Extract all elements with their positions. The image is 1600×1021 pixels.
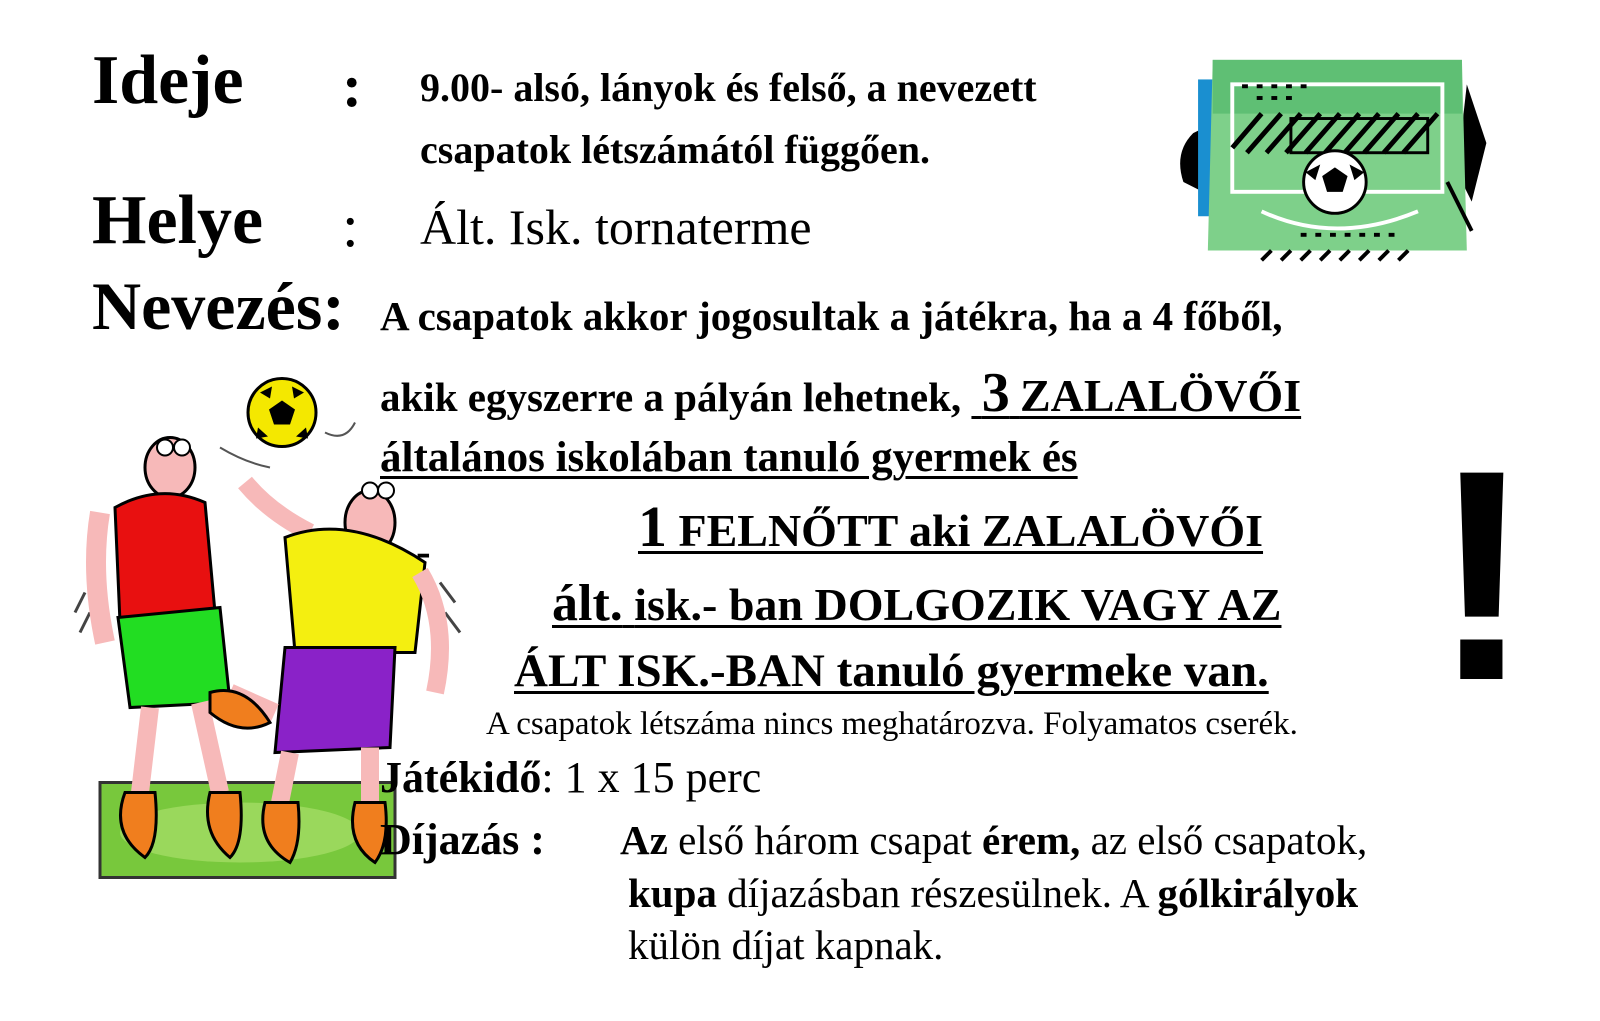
jatekido-row [380, 753, 762, 802]
dijazas-label: Díjazás : [380, 815, 545, 864]
nevezes-line-2 [380, 362, 1302, 424]
helye-label: Helye [92, 182, 264, 259]
ideje-colon: : [342, 53, 362, 119]
dijazas-l1-t1: első három csapat [667, 817, 983, 863]
nevezes-zalalovoi-1: ZALALÖVŐI [1019, 370, 1302, 421]
exclamation-mark: ! [1432, 407, 1532, 743]
nevezes-dolgozik: isk.- ban DOLGOZIK VAGY AZ [634, 579, 1282, 630]
ideje-label: Ideje [92, 42, 244, 119]
helye-colon: : [342, 193, 359, 259]
nevezes-line-5 [552, 575, 1282, 632]
dijazas-erem: érem, [982, 817, 1081, 863]
dijazas-l1-t2: az első csapatok, [1080, 817, 1368, 863]
nevezes-dash: - [416, 527, 431, 576]
ideje-line-1: 9.00- alsó, lányok és felső, a nevezett [420, 65, 1037, 110]
helye-value: Ált. Isk. tornaterme [420, 199, 812, 255]
nevezes-line-1: A csapatok akkor jogosultak a játékra, ha a 4 főből, [380, 293, 1283, 339]
nevezes-line-3: általános iskolában tanuló gyermek és [380, 434, 1078, 481]
nevezes-line-2-text: akik egyszerre a pályán lehetnek, [380, 374, 962, 420]
dijazas-line-3: külön díjat kapnak. [628, 922, 944, 968]
nevezes-alt: ált. [552, 575, 623, 632]
jatekido-label: Játékidő [380, 753, 542, 802]
nevezes-number-1: 1 [638, 494, 667, 559]
nevezes-line-4 [638, 494, 1264, 559]
nevezes-line-2-highlight [971, 362, 1302, 424]
nevezes-number-3: 3 [981, 362, 1010, 424]
ideje-line-2: csapatok létszámától függően. [420, 127, 930, 172]
soccer-goal-field-icon [1165, 55, 1495, 270]
dijazas-kupa: kupa [628, 870, 717, 916]
nevezes-label: Nevezés: [92, 268, 345, 344]
nevezes-note: A csapatok létszáma nincs meghatározva. Folyamatos cserék. [486, 706, 1298, 742]
jatekido-value: : 1 x 15 perc [541, 753, 762, 802]
nevezes-line-6: ÁLT ISK.-BAN tanuló gyermeke van. [514, 645, 1269, 697]
dijazas-line-2 [628, 870, 1359, 916]
dijazas-golkiralyok: gólkirályok [1157, 870, 1359, 916]
dijazas-az: Az [620, 817, 668, 863]
nevezes-felnott: FELNŐTT aki ZALALÖVŐI [678, 505, 1264, 556]
dijazas-line-1 [620, 817, 1368, 863]
dijazas-l2-t1: díjazásban részesülnek. A [716, 870, 1158, 916]
